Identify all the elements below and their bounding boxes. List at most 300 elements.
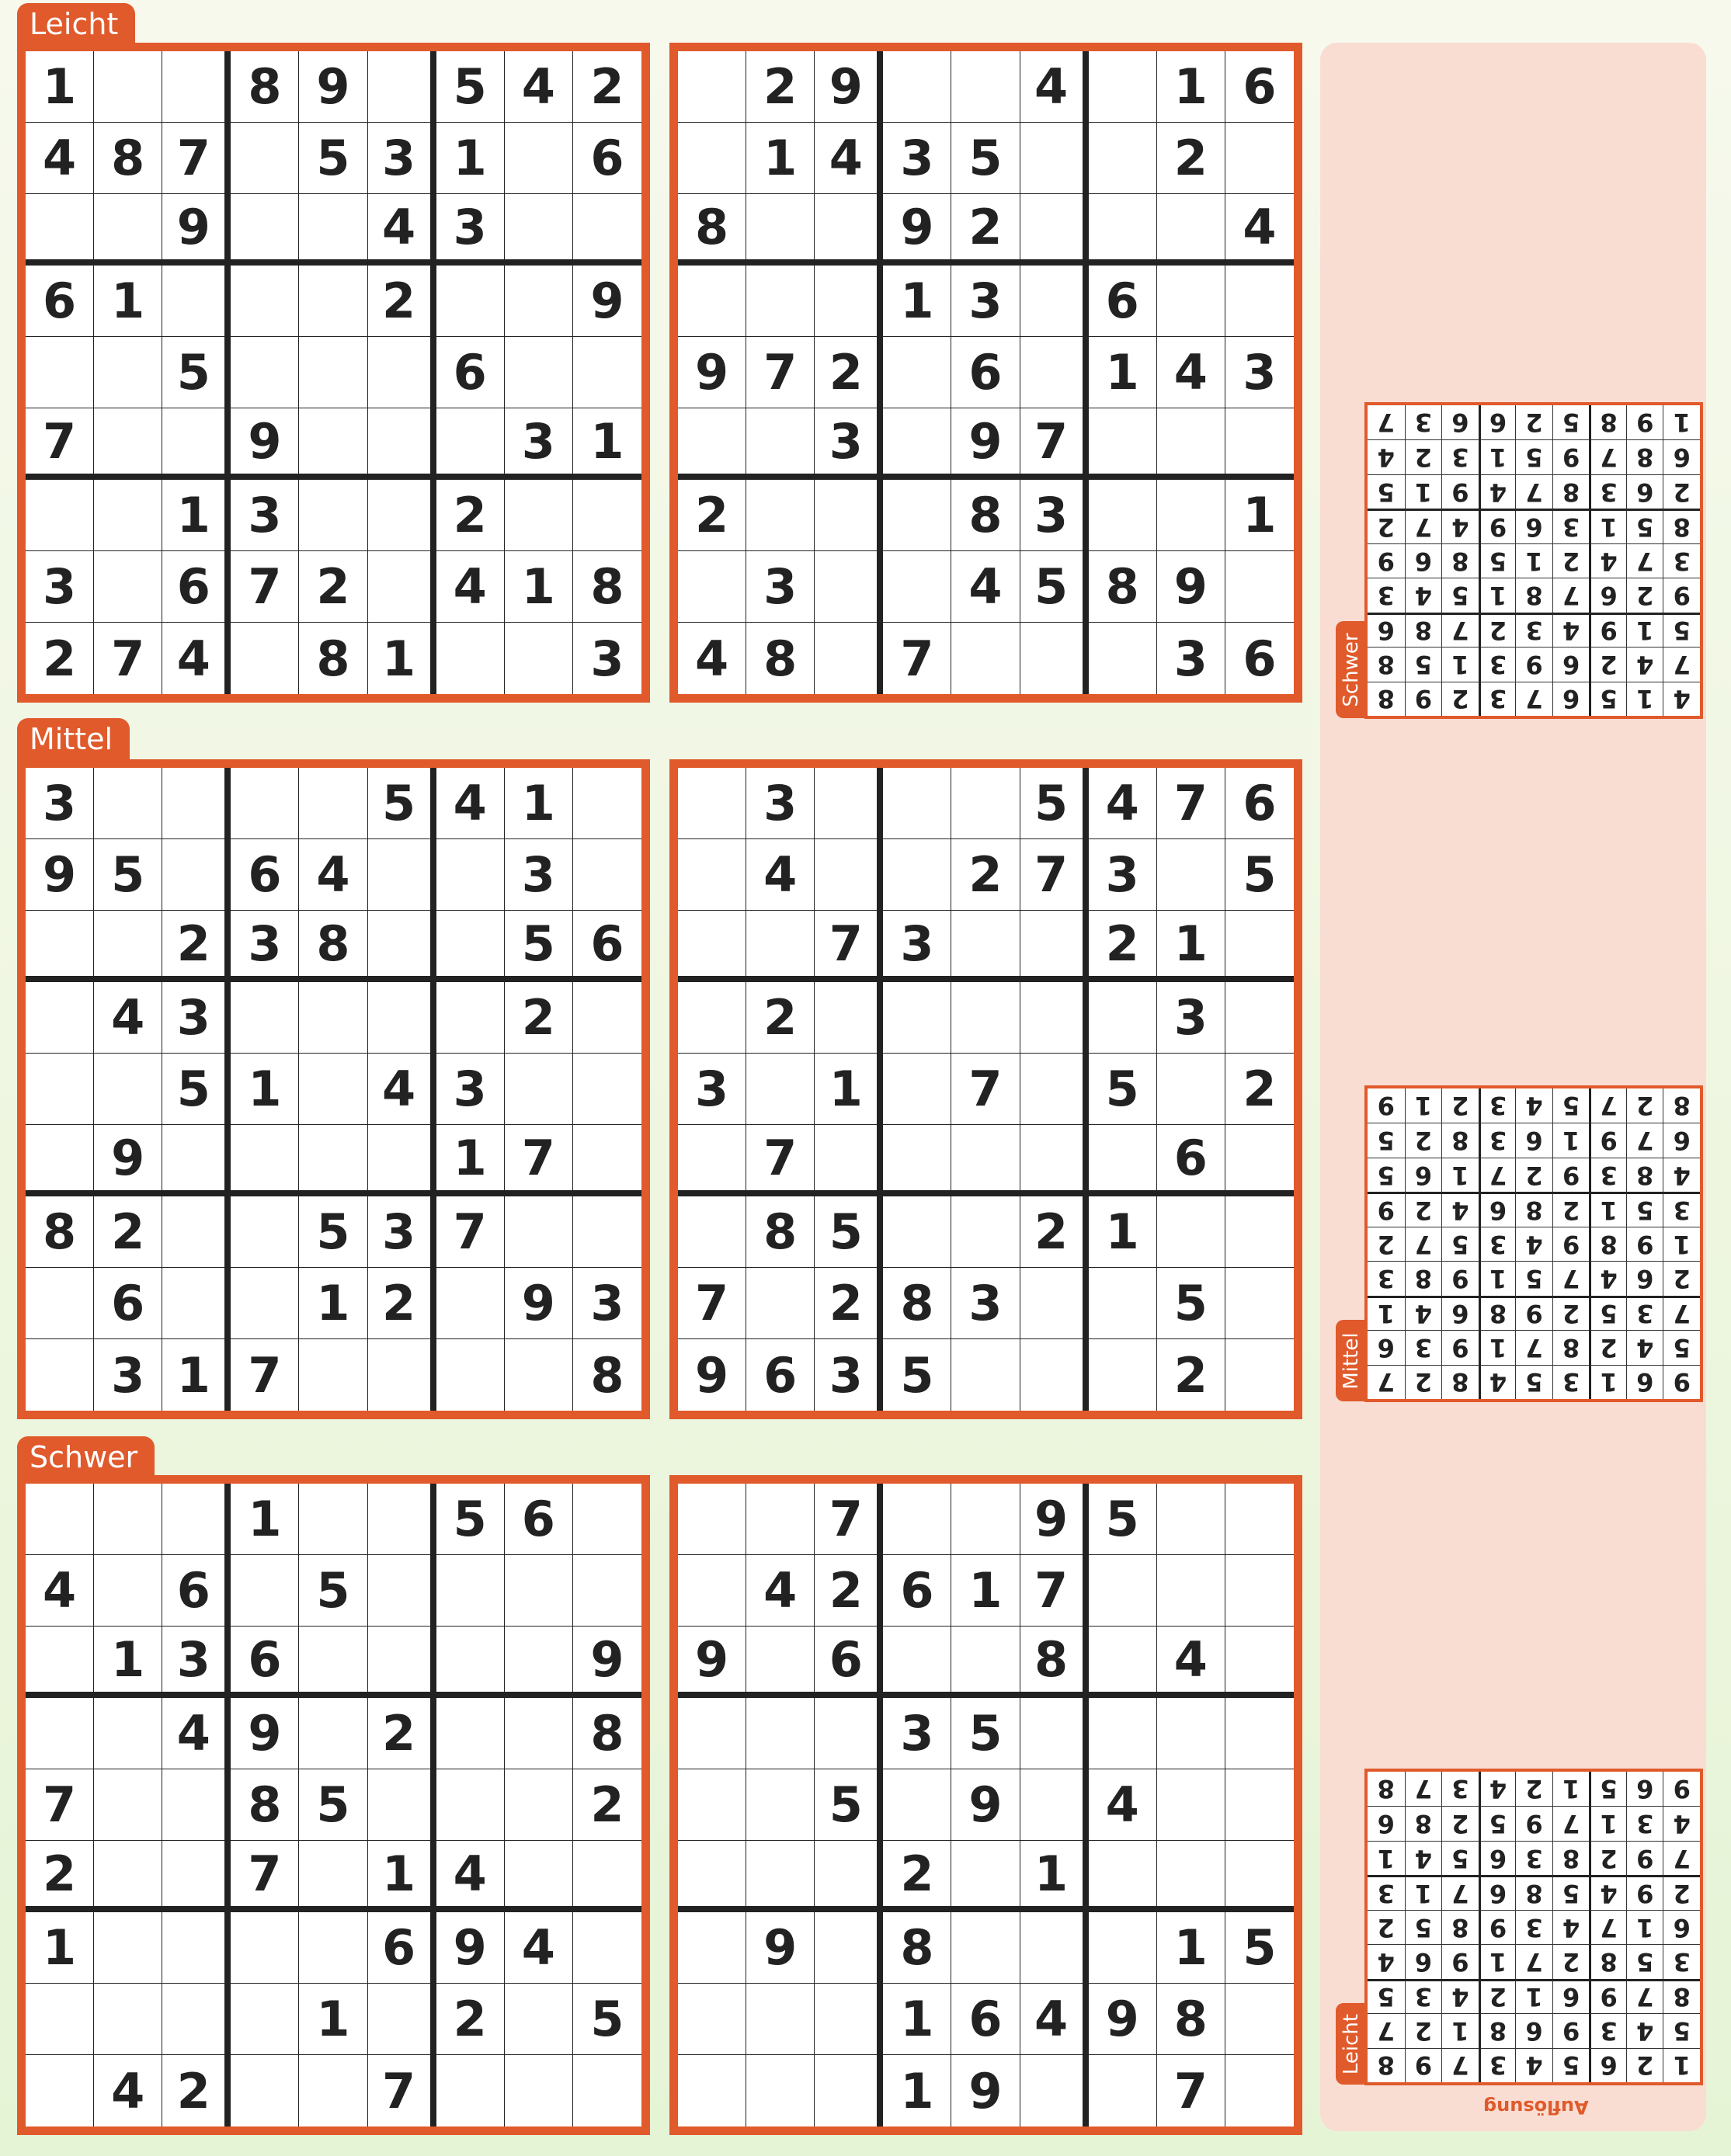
sudoku-cell[interactable] — [746, 1698, 815, 1769]
sudoku-cell[interactable] — [505, 337, 573, 408]
sudoku-cell[interactable]: 7 — [231, 1841, 299, 1912]
sudoku-cell[interactable]: 9 — [26, 839, 94, 911]
sudoku-cell[interactable] — [94, 408, 162, 480]
sudoku-cell[interactable] — [26, 2055, 94, 2126]
sudoku-cell[interactable]: 6 — [883, 1555, 951, 1627]
sudoku-cell[interactable]: 5 — [436, 1484, 505, 1555]
sudoku-cell[interactable] — [231, 2055, 299, 2126]
sudoku-cell[interactable] — [231, 194, 299, 266]
sudoku-cell[interactable] — [1225, 1984, 1294, 2055]
sudoku-cell[interactable]: 4 — [505, 51, 573, 123]
sudoku-cell[interactable] — [951, 1627, 1020, 1698]
sudoku-cell[interactable] — [1089, 1627, 1157, 1698]
sudoku-cell[interactable]: 9 — [678, 1339, 746, 1411]
sudoku-cell[interactable] — [1020, 1912, 1089, 1984]
sudoku-cell[interactable] — [162, 1769, 231, 1841]
sudoku-cell[interactable]: 4 — [1020, 51, 1089, 123]
sudoku-cell[interactable]: 2 — [815, 337, 883, 408]
sudoku-cell[interactable] — [436, 1268, 505, 1339]
sudoku-cell[interactable] — [1225, 911, 1294, 982]
sudoku-cell[interactable]: 9 — [1157, 551, 1225, 623]
sudoku-cell[interactable] — [94, 1912, 162, 1984]
sudoku-cell[interactable]: 5 — [299, 1196, 367, 1268]
sudoku-cell[interactable] — [231, 768, 299, 839]
sudoku-cell[interactable]: 9 — [1020, 1484, 1089, 1555]
sudoku-cell[interactable] — [436, 982, 505, 1054]
sudoku-cell[interactable] — [162, 1268, 231, 1339]
sudoku-cell[interactable]: 4 — [1225, 194, 1294, 266]
sudoku-cell[interactable] — [505, 1054, 573, 1125]
sudoku-cell[interactable] — [505, 1769, 573, 1841]
sudoku-cell[interactable]: 4 — [26, 1555, 94, 1627]
sudoku-cell[interactable]: 2 — [299, 551, 367, 623]
sudoku-cell[interactable] — [1225, 1698, 1294, 1769]
sudoku-cell[interactable] — [951, 768, 1020, 839]
sudoku-cell[interactable] — [368, 480, 436, 551]
sudoku-cell[interactable]: 6 — [231, 839, 299, 911]
sudoku-cell[interactable] — [678, 1984, 746, 2055]
sudoku-cell[interactable] — [94, 1769, 162, 1841]
sudoku-cell[interactable] — [299, 982, 367, 1054]
sudoku-cell[interactable] — [436, 623, 505, 694]
sudoku-cell[interactable] — [1225, 408, 1294, 480]
sudoku-cell[interactable]: 2 — [26, 623, 94, 694]
sudoku-cell[interactable]: 3 — [94, 1339, 162, 1411]
sudoku-cell[interactable]: 9 — [883, 194, 951, 266]
sudoku-cell[interactable] — [299, 1841, 367, 1912]
sudoku-cell[interactable]: 7 — [678, 1268, 746, 1339]
sudoku-cell[interactable] — [94, 337, 162, 408]
sudoku-cell[interactable] — [1225, 123, 1294, 194]
sudoku-cell[interactable] — [436, 1769, 505, 1841]
sudoku-cell[interactable]: 8 — [678, 194, 746, 266]
sudoku-cell[interactable] — [299, 194, 367, 266]
sudoku-cell[interactable]: 2 — [368, 1268, 436, 1339]
sudoku-cell[interactable]: 6 — [368, 1912, 436, 1984]
sudoku-cell[interactable] — [368, 1769, 436, 1841]
sudoku-cell[interactable]: 8 — [231, 1769, 299, 1841]
sudoku-cell[interactable] — [1020, 1125, 1089, 1196]
sudoku-cell[interactable] — [815, 839, 883, 911]
sudoku-cell[interactable]: 4 — [436, 1841, 505, 1912]
sudoku-cell[interactable] — [94, 768, 162, 839]
sudoku-cell[interactable] — [231, 123, 299, 194]
sudoku-cell[interactable] — [573, 1054, 641, 1125]
sudoku-cell[interactable]: 9 — [94, 1125, 162, 1196]
sudoku-cell[interactable]: 1 — [883, 2055, 951, 2126]
sudoku-cell[interactable]: 5 — [883, 1339, 951, 1411]
sudoku-cell[interactable] — [94, 1698, 162, 1769]
sudoku-cell[interactable]: 9 — [573, 1627, 641, 1698]
sudoku-cell[interactable] — [1157, 1196, 1225, 1268]
sudoku-cell[interactable] — [26, 1339, 94, 1411]
sudoku-cell[interactable]: 3 — [162, 982, 231, 1054]
sudoku-cell[interactable]: 2 — [678, 480, 746, 551]
sudoku-cell[interactable]: 8 — [1089, 551, 1157, 623]
sudoku-cell[interactable] — [436, 408, 505, 480]
sudoku-cell[interactable] — [883, 408, 951, 480]
sudoku-cell[interactable] — [746, 1627, 815, 1698]
sudoku-cell[interactable]: 7 — [1020, 408, 1089, 480]
sudoku-cell[interactable] — [746, 1841, 815, 1912]
sudoku-cell[interactable] — [26, 1698, 94, 1769]
sudoku-cell[interactable]: 2 — [746, 982, 815, 1054]
sudoku-cell[interactable] — [746, 1054, 815, 1125]
sudoku-cell[interactable] — [573, 1125, 641, 1196]
sudoku-cell[interactable]: 2 — [26, 1841, 94, 1912]
sudoku-cell[interactable]: 2 — [883, 1841, 951, 1912]
sudoku-cell[interactable] — [746, 1769, 815, 1841]
sudoku-cell[interactable] — [746, 408, 815, 480]
sudoku-cell[interactable]: 2 — [573, 1769, 641, 1841]
sudoku-cell[interactable] — [299, 768, 367, 839]
sudoku-cell[interactable] — [815, 1841, 883, 1912]
sudoku-cell[interactable] — [299, 1054, 367, 1125]
sudoku-cell[interactable]: 5 — [815, 1769, 883, 1841]
sudoku-cell[interactable]: 7 — [951, 1054, 1020, 1125]
sudoku-cell[interactable]: 7 — [883, 623, 951, 694]
sudoku-cell[interactable] — [94, 1984, 162, 2055]
sudoku-cell[interactable]: 4 — [678, 623, 746, 694]
sudoku-cell[interactable] — [573, 1196, 641, 1268]
sudoku-cell[interactable] — [26, 194, 94, 266]
sudoku-cell[interactable] — [94, 480, 162, 551]
sudoku-cell[interactable]: 1 — [162, 480, 231, 551]
sudoku-cell[interactable]: 3 — [436, 194, 505, 266]
sudoku-cell[interactable] — [815, 1698, 883, 1769]
sudoku-cell[interactable] — [231, 623, 299, 694]
sudoku-cell[interactable]: 4 — [436, 768, 505, 839]
sudoku-cell[interactable]: 1 — [299, 1268, 367, 1339]
sudoku-cell[interactable] — [678, 266, 746, 337]
sudoku-cell[interactable]: 5 — [299, 1769, 367, 1841]
sudoku-cell[interactable]: 3 — [951, 266, 1020, 337]
sudoku-cell[interactable]: 7 — [26, 408, 94, 480]
sudoku-cell[interactable] — [951, 1841, 1020, 1912]
sudoku-cell[interactable]: 5 — [951, 123, 1020, 194]
sudoku-cell[interactable] — [573, 768, 641, 839]
sudoku-cell[interactable]: 1 — [94, 1627, 162, 1698]
sudoku-cell[interactable]: 3 — [1089, 839, 1157, 911]
sudoku-cell[interactable] — [26, 1627, 94, 1698]
sudoku-cell[interactable] — [1089, 1125, 1157, 1196]
sudoku-cell[interactable]: 1 — [26, 51, 94, 123]
sudoku-cell[interactable]: 6 — [162, 1555, 231, 1627]
sudoku-cell[interactable]: 8 — [573, 551, 641, 623]
sudoku-cell[interactable]: 4 — [436, 551, 505, 623]
sudoku-cell[interactable] — [1089, 1912, 1157, 1984]
sudoku-mittel-2[interactable] — [669, 759, 1302, 1419]
sudoku-cell[interactable]: 6 — [815, 1627, 883, 1698]
sudoku-cell[interactable] — [162, 1196, 231, 1268]
sudoku-cell[interactable]: 6 — [162, 551, 231, 623]
sudoku-cell[interactable]: 2 — [815, 1268, 883, 1339]
sudoku-cell[interactable]: 6 — [26, 266, 94, 337]
sudoku-cell[interactable] — [231, 266, 299, 337]
sudoku-cell[interactable]: 5 — [573, 1984, 641, 2055]
sudoku-cell[interactable] — [299, 266, 367, 337]
sudoku-cell[interactable] — [678, 1698, 746, 1769]
sudoku-cell[interactable] — [1020, 623, 1089, 694]
sudoku-cell[interactable]: 8 — [1157, 1984, 1225, 2055]
sudoku-cell[interactable] — [678, 1484, 746, 1555]
sudoku-cell[interactable] — [26, 1268, 94, 1339]
sudoku-cell[interactable] — [678, 1555, 746, 1627]
sudoku-cell[interactable]: 3 — [436, 1054, 505, 1125]
sudoku-cell[interactable]: 6 — [573, 123, 641, 194]
sudoku-cell[interactable]: 2 — [1089, 911, 1157, 982]
sudoku-cell[interactable]: 1 — [436, 1125, 505, 1196]
sudoku-cell[interactable]: 2 — [368, 1698, 436, 1769]
sudoku-cell[interactable] — [368, 408, 436, 480]
sudoku-cell[interactable]: 5 — [1225, 839, 1294, 911]
sudoku-cell[interactable]: 1 — [1157, 911, 1225, 982]
sudoku-cell[interactable]: 4 — [94, 982, 162, 1054]
sudoku-cell[interactable] — [26, 982, 94, 1054]
sudoku-cell[interactable] — [678, 1196, 746, 1268]
sudoku-cell[interactable] — [883, 768, 951, 839]
sudoku-cell[interactable]: 8 — [883, 1912, 951, 1984]
sudoku-cell[interactable]: 3 — [883, 911, 951, 982]
sudoku-cell[interactable]: 1 — [231, 1484, 299, 1555]
sudoku-cell[interactable]: 7 — [1020, 839, 1089, 911]
sudoku-cell[interactable] — [505, 1984, 573, 2055]
sudoku-cell[interactable] — [94, 1484, 162, 1555]
sudoku-cell[interactable] — [815, 982, 883, 1054]
sudoku-cell[interactable]: 5 — [1089, 1054, 1157, 1125]
sudoku-cell[interactable]: 4 — [299, 839, 367, 911]
sudoku-cell[interactable]: 1 — [951, 1555, 1020, 1627]
sudoku-cell[interactable] — [1157, 408, 1225, 480]
sudoku-cell[interactable] — [951, 1125, 1020, 1196]
sudoku-cell[interactable]: 5 — [1089, 1484, 1157, 1555]
sudoku-cell[interactable]: 7 — [815, 1484, 883, 1555]
sudoku-cell[interactable]: 3 — [590, 630, 624, 687]
sudoku-cell[interactable] — [505, 623, 573, 694]
sudoku-cell[interactable] — [678, 839, 746, 911]
sudoku-cell[interactable]: 1 — [299, 1984, 367, 2055]
sudoku-cell[interactable]: 1 — [1020, 1841, 1089, 1912]
sudoku-cell[interactable]: 7 — [436, 1196, 505, 1268]
sudoku-cell[interactable]: 6 — [231, 1627, 299, 1698]
sudoku-cell[interactable] — [231, 1984, 299, 2055]
sudoku-cell[interactable]: 5 — [1157, 1268, 1225, 1339]
sudoku-cell[interactable]: 3 — [951, 1268, 1020, 1339]
sudoku-cell[interactable] — [883, 1196, 951, 1268]
sudoku-cell[interactable]: 4 — [368, 194, 436, 266]
sudoku-cell[interactable]: 6 — [1225, 51, 1294, 123]
sudoku-cell[interactable] — [505, 1627, 573, 1698]
sudoku-cell[interactable] — [162, 1912, 231, 1984]
sudoku-cell[interactable]: 2 — [436, 1984, 505, 2055]
sudoku-cell[interactable]: 6 — [94, 1268, 162, 1339]
sudoku-cell[interactable] — [94, 1054, 162, 1125]
sudoku-cell[interactable] — [94, 911, 162, 982]
sudoku-cell[interactable] — [162, 266, 231, 337]
sudoku-cell[interactable]: 7 — [815, 911, 883, 982]
sudoku-cell[interactable]: 2 — [368, 266, 436, 337]
sudoku-cell[interactable] — [815, 1125, 883, 1196]
sudoku-cell[interactable] — [1089, 408, 1157, 480]
sudoku-cell[interactable] — [368, 839, 436, 911]
sudoku-cell[interactable] — [746, 1268, 815, 1339]
sudoku-cell[interactable]: 3 — [1020, 480, 1089, 551]
sudoku-cell[interactable] — [368, 1555, 436, 1627]
sudoku-cell[interactable] — [1089, 2055, 1157, 2126]
sudoku-cell[interactable]: 2 — [436, 480, 505, 551]
sudoku-cell[interactable]: 4 — [746, 839, 815, 911]
sudoku-cell[interactable] — [26, 1054, 94, 1125]
sudoku-cell[interactable]: 4 — [1157, 1627, 1225, 1698]
sudoku-cell[interactable] — [299, 1912, 367, 1984]
sudoku-cell[interactable] — [505, 1698, 573, 1769]
sudoku-cell[interactable]: 9 — [162, 194, 231, 266]
sudoku-cell[interactable]: 4 — [1089, 768, 1157, 839]
sudoku-cell[interactable]: 6 — [1243, 630, 1277, 687]
sudoku-cell[interactable] — [505, 1841, 573, 1912]
sudoku-cell[interactable]: 3 — [573, 1268, 641, 1339]
sudoku-cell[interactable]: 3 — [231, 911, 299, 982]
sudoku-cell[interactable]: 2 — [951, 839, 1020, 911]
sudoku-cell[interactable]: 7 — [162, 123, 231, 194]
sudoku-cell[interactable] — [1020, 2055, 1089, 2126]
sudoku-cell[interactable] — [815, 768, 883, 839]
sudoku-cell[interactable] — [883, 551, 951, 623]
sudoku-cell[interactable] — [951, 1484, 1020, 1555]
sudoku-cell[interactable] — [883, 1484, 951, 1555]
sudoku-cell[interactable] — [26, 480, 94, 551]
sudoku-schwer-2[interactable] — [669, 1475, 1302, 2135]
sudoku-cell[interactable] — [678, 911, 746, 982]
sudoku-cell[interactable] — [678, 2055, 746, 2126]
sudoku-cell[interactable]: 7 — [231, 1339, 299, 1411]
sudoku-cell[interactable] — [678, 51, 746, 123]
sudoku-cell[interactable]: 9 — [951, 408, 1020, 480]
sudoku-cell[interactable]: 9 — [951, 2055, 1020, 2126]
sudoku-cell[interactable] — [436, 1339, 505, 1411]
sudoku-cell[interactable]: 5 — [1020, 551, 1089, 623]
sudoku-cell[interactable] — [815, 1984, 883, 2055]
sudoku-cell[interactable]: 4 — [1020, 1984, 1089, 2055]
sudoku-cell[interactable]: 7 — [1157, 768, 1225, 839]
sudoku-cell[interactable] — [951, 623, 1020, 694]
sudoku-cell[interactable] — [368, 51, 436, 123]
sudoku-cell[interactable] — [299, 1125, 367, 1196]
sudoku-cell[interactable]: 9 — [436, 1912, 505, 1984]
sudoku-cell[interactable]: 6 — [746, 1339, 815, 1411]
sudoku-cell[interactable]: 1 — [368, 623, 436, 694]
sudoku-cell[interactable]: 1 — [746, 123, 815, 194]
sudoku-cell[interactable]: 2 — [94, 1196, 162, 1268]
sudoku-cell[interactable] — [436, 2055, 505, 2126]
sudoku-cell[interactable]: 8 — [299, 911, 367, 982]
sudoku-cell[interactable]: 1 — [883, 1984, 951, 2055]
sudoku-cell[interactable] — [883, 51, 951, 123]
sudoku-cell[interactable]: 1 — [1157, 51, 1225, 123]
sudoku-cell[interactable] — [231, 337, 299, 408]
sudoku-cell[interactable]: 3 — [368, 123, 436, 194]
sudoku-cell[interactable] — [231, 1125, 299, 1196]
sudoku-leicht-1[interactable] — [17, 43, 650, 703]
sudoku-cell[interactable] — [951, 51, 1020, 123]
sudoku-cell[interactable] — [1089, 1268, 1157, 1339]
sudoku-cell[interactable]: 4 — [162, 623, 231, 694]
sudoku-cell[interactable] — [815, 551, 883, 623]
sudoku-cell[interactable]: 3 — [26, 768, 94, 839]
sudoku-cell[interactable]: 7 — [26, 1769, 94, 1841]
sudoku-cell[interactable]: 4 — [26, 123, 94, 194]
sudoku-cell[interactable] — [162, 51, 231, 123]
sudoku-cell[interactable] — [1020, 1339, 1089, 1411]
sudoku-cell[interactable] — [505, 266, 573, 337]
sudoku-cell[interactable]: 8 — [590, 1346, 624, 1404]
sudoku-cell[interactable] — [1157, 480, 1225, 551]
sudoku-cell[interactable]: 1 — [1157, 1912, 1225, 1984]
sudoku-cell[interactable] — [951, 911, 1020, 982]
sudoku-cell[interactable] — [951, 1912, 1020, 1984]
sudoku-cell[interactable] — [1157, 194, 1225, 266]
sudoku-cell[interactable] — [231, 1555, 299, 1627]
sudoku-cell[interactable] — [1089, 1841, 1157, 1912]
sudoku-cell[interactable] — [678, 408, 746, 480]
sudoku-cell[interactable]: 7 — [94, 623, 162, 694]
sudoku-cell[interactable] — [1089, 623, 1157, 694]
sudoku-cell[interactable]: 7 — [505, 1125, 573, 1196]
sudoku-cell[interactable] — [94, 551, 162, 623]
sudoku-cell[interactable]: 5 — [299, 123, 367, 194]
sudoku-cell[interactable]: 2 — [951, 194, 1020, 266]
sudoku-leicht-2[interactable] — [669, 43, 1302, 703]
sudoku-cell[interactable]: 8 — [573, 1698, 641, 1769]
sudoku-cell[interactable] — [815, 2055, 883, 2126]
sudoku-cell[interactable]: 3 — [368, 1196, 436, 1268]
sudoku-cell[interactable]: 5 — [1020, 768, 1089, 839]
sudoku-cell[interactable] — [883, 337, 951, 408]
sudoku-cell[interactable] — [1020, 266, 1089, 337]
sudoku-cell[interactable] — [815, 623, 883, 694]
sudoku-cell[interactable]: 7 — [231, 551, 299, 623]
sudoku-cell[interactable] — [26, 337, 94, 408]
sudoku-cell[interactable] — [94, 51, 162, 123]
sudoku-cell[interactable]: 1 — [436, 123, 505, 194]
sudoku-cell[interactable] — [883, 839, 951, 911]
sudoku-cell[interactable] — [1157, 1769, 1225, 1841]
sudoku-cell[interactable] — [505, 1555, 573, 1627]
sudoku-cell[interactable]: 3 — [1157, 982, 1225, 1054]
sudoku-cell[interactable] — [505, 123, 573, 194]
sudoku-cell[interactable] — [162, 1984, 231, 2055]
sudoku-cell[interactable]: 4 — [94, 2055, 162, 2126]
sudoku-cell[interactable] — [678, 1912, 746, 1984]
sudoku-cell[interactable]: 9 — [231, 1698, 299, 1769]
sudoku-cell[interactable]: 9 — [815, 51, 883, 123]
sudoku-cell[interactable] — [951, 1196, 1020, 1268]
sudoku-cell[interactable]: 2 — [746, 51, 815, 123]
sudoku-cell[interactable]: 9 — [231, 408, 299, 480]
sudoku-cell[interactable] — [573, 1484, 641, 1555]
sudoku-cell[interactable] — [162, 768, 231, 839]
sudoku-cell[interactable] — [436, 1698, 505, 1769]
sudoku-cell[interactable]: 7 — [1020, 1555, 1089, 1627]
sudoku-cell[interactable] — [368, 1627, 436, 1698]
sudoku-cell[interactable]: 2 — [162, 2055, 231, 2126]
sudoku-cell[interactable] — [1020, 1054, 1089, 1125]
sudoku-cell[interactable] — [299, 1627, 367, 1698]
sudoku-cell[interactable] — [815, 1912, 883, 1984]
sudoku-cell[interactable] — [1020, 911, 1089, 982]
sudoku-cell[interactable]: 2 — [1157, 123, 1225, 194]
sudoku-cell[interactable]: 3 — [505, 408, 573, 480]
